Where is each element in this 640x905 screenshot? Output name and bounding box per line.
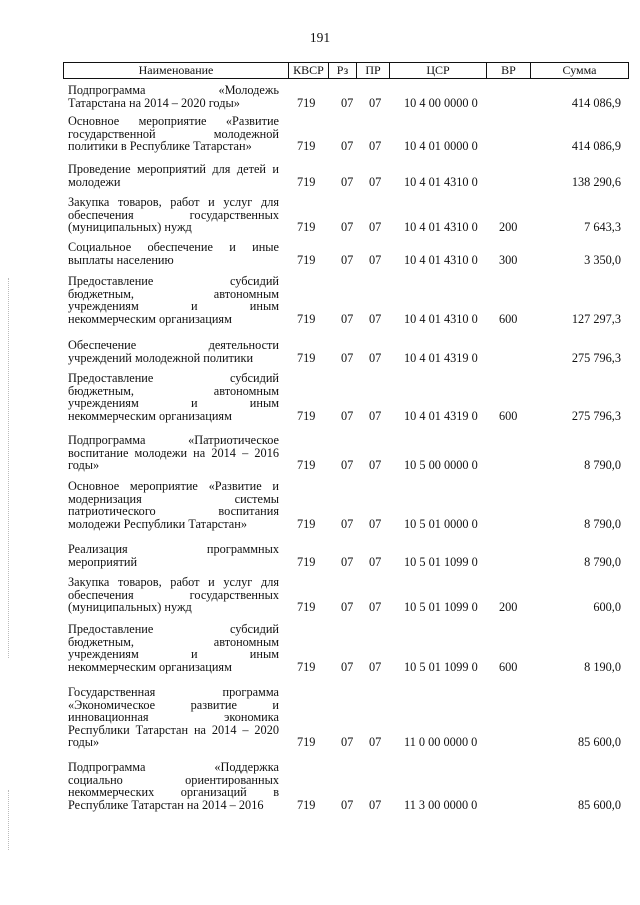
row-name-line: обеспечения государственных: [68, 207, 279, 222]
row-name-line: Социальное обеспечение и иные: [68, 240, 279, 254]
row-csr: 10 4 01 4310 0: [404, 252, 478, 267]
row-rz: 07: [341, 554, 354, 569]
row-pr: 07: [369, 139, 382, 154]
row-csr: 10 4 01 4310 0: [404, 220, 478, 235]
row-name-line: годы»: [68, 735, 100, 750]
row-sum: 85 600,0: [577, 735, 621, 750]
row-name-line: Подпрограмма «Поддержка: [68, 760, 279, 774]
row-name-line: социально ориентированных: [68, 772, 279, 787]
header-rz: Рз: [328, 63, 356, 78]
row-kvsr: 719: [297, 600, 316, 615]
row-name-line: Подпрограмма «Молодежь: [68, 83, 279, 97]
row-pr: 07: [369, 735, 382, 750]
header-csr: ЦСР: [389, 63, 486, 78]
row-vr: 200: [499, 220, 518, 235]
row-pr: 07: [369, 600, 382, 615]
row-vr: 200: [499, 600, 518, 615]
row-name-line: Предоставление субсидий: [68, 622, 279, 636]
row-sum: 85 600,0: [577, 797, 621, 812]
row-name-line: «Экономическое развитие и: [68, 697, 279, 712]
row-kvsr: 719: [297, 95, 316, 110]
row-csr: 10 5 01 1099 0: [404, 659, 478, 674]
row-name-line: Подпрограмма «Патриотическое: [68, 433, 279, 447]
row-name: [68, 623, 279, 673]
header-pr: ПР: [356, 63, 389, 78]
row-csr: 10 5 01 0000 0: [404, 516, 478, 531]
header-vr: ВР: [486, 63, 530, 78]
row-name: [68, 480, 279, 530]
row-csr: 10 4 01 0000 0: [404, 139, 478, 154]
row-kvsr: 719: [297, 350, 316, 365]
row-vr: 600: [499, 408, 518, 423]
row-kvsr: 719: [297, 174, 316, 189]
row-name-line: молодежи Республики Татарстан»: [68, 516, 247, 531]
row-pr: 07: [369, 252, 382, 267]
row-name: [68, 196, 279, 234]
row-name-line: некоммерческим организациям: [68, 311, 232, 326]
row-sum: 8 190,0: [584, 659, 621, 674]
row-sum: 7 643,3: [584, 220, 621, 235]
row-vr: 600: [499, 659, 518, 674]
row-pr: 07: [369, 408, 382, 423]
row-rz: 07: [341, 408, 354, 423]
row-pr: 07: [369, 174, 382, 189]
row-name-line: Закупка товаров, работ и услуг для: [68, 575, 279, 589]
row-rz: 07: [341, 350, 354, 365]
row-sum: 3 350,0: [584, 252, 621, 267]
row-rz: 07: [341, 252, 354, 267]
row-name-line: Основное мероприятие «Развитие: [68, 114, 279, 128]
row-name-line: (муниципальных) нужд: [68, 220, 192, 235]
row-pr: 07: [369, 220, 382, 235]
row-kvsr: 719: [297, 220, 316, 235]
row-csr: 10 4 01 4319 0: [404, 408, 478, 423]
row-csr: 11 0 00 0000 0: [404, 735, 478, 750]
row-name-line: патриотического воспитания: [68, 504, 279, 519]
row-name-line: модернизация системы: [68, 491, 279, 506]
row-sum: 600,0: [593, 600, 621, 615]
row-name-line: учреждениям и иным: [68, 396, 279, 411]
row-sum: 414 086,9: [571, 95, 621, 110]
row-name: [68, 241, 279, 266]
row-sum: 8 790,0: [584, 458, 621, 473]
row-name-line: некоммерческих организаций в: [68, 785, 279, 800]
row-pr: 07: [369, 797, 382, 812]
row-pr: 07: [369, 516, 382, 531]
row-name-line: инновационная экономика: [68, 710, 279, 725]
row-pr: 07: [369, 659, 382, 674]
row-sum: 275 796,3: [571, 408, 621, 423]
row-rz: 07: [341, 797, 354, 812]
row-rz: 07: [341, 311, 354, 326]
row-name-line: бюджетным, автономным: [68, 634, 279, 649]
row-name: [68, 163, 279, 188]
row-rz: 07: [341, 174, 354, 189]
header-kvsr: КВСР: [288, 63, 328, 78]
row-kvsr: 719: [297, 659, 316, 674]
row-name-line: некоммерческим организациям: [68, 408, 232, 423]
row-sum: 414 086,9: [571, 139, 621, 154]
row-sum: 138 290,6: [571, 174, 621, 189]
row-rz: 07: [341, 139, 354, 154]
row-name-line: Республике Татарстан на 2014 – 2016: [68, 797, 264, 812]
row-name: [68, 372, 279, 422]
row-name-line: учреждений молодежной политики: [68, 350, 254, 365]
row-sum: 127 297,3: [571, 311, 621, 326]
row-csr: 10 4 00 0000 0: [404, 95, 478, 110]
row-name-line: годы»: [68, 458, 100, 473]
header-sum: Сумма: [530, 63, 628, 78]
row-kvsr: 719: [297, 797, 316, 812]
row-kvsr: 719: [297, 735, 316, 750]
row-rz: 07: [341, 95, 354, 110]
row-name-line: молодежи: [68, 174, 121, 189]
row-name-line: государственной молодежной: [68, 126, 279, 141]
row-rz: 07: [341, 516, 354, 531]
row-name-line: Обеспечение деятельности: [68, 338, 279, 352]
row-vr: 600: [499, 311, 518, 326]
row-kvsr: 719: [297, 516, 316, 531]
row-name-line: (муниципальных) нужд: [68, 600, 192, 615]
page-number: 191: [309, 30, 331, 45]
row-name: [68, 339, 279, 364]
row-name: [68, 434, 279, 472]
row-name: [68, 761, 279, 811]
row-kvsr: 719: [297, 554, 316, 569]
row-name-line: некоммерческим организациям: [68, 659, 232, 674]
row-vr: 300: [499, 252, 518, 267]
row-kvsr: 719: [297, 252, 316, 267]
row-pr: 07: [369, 350, 382, 365]
row-name-line: Закупка товаров, работ и услуг для: [68, 195, 279, 209]
row-name-line: учреждениям и иным: [68, 299, 279, 314]
row-rz: 07: [341, 735, 354, 750]
row-csr: 10 4 01 4310 0: [404, 311, 478, 326]
row-name: [68, 543, 279, 568]
header-name: Наименование: [138, 63, 214, 77]
row-csr: 10 5 01 1099 0: [404, 600, 478, 615]
row-name-line: Основное мероприятие «Развитие и: [68, 479, 279, 493]
margin-dotted-line: [8, 790, 10, 850]
row-name-line: Татарстана на 2014 – 2020 годы»: [68, 95, 240, 110]
row-name: [68, 115, 279, 153]
row-name-line: Республики Татарстан на 2014 – 2020: [68, 722, 279, 737]
row-pr: 07: [369, 95, 382, 110]
row-pr: 07: [369, 554, 382, 569]
row-rz: 07: [341, 458, 354, 473]
row-rz: 07: [341, 659, 354, 674]
row-name-line: воспитание молодежи на 2014 – 2016: [68, 445, 279, 460]
row-kvsr: 719: [297, 408, 316, 423]
row-name-line: учреждениям и иным: [68, 647, 279, 662]
row-name-line: бюджетным, автономным: [68, 383, 279, 398]
row-csr: 10 4 01 4319 0: [404, 350, 478, 365]
row-csr: 10 5 01 1099 0: [404, 554, 478, 569]
row-name-line: политики в Республике Татарстан»: [68, 139, 252, 154]
row-name-line: бюджетным, автономным: [68, 286, 279, 301]
row-name: [68, 84, 279, 109]
row-sum: 275 796,3: [571, 350, 621, 365]
row-kvsr: 719: [297, 458, 316, 473]
row-csr: 10 4 01 4310 0: [404, 174, 478, 189]
row-name-line: Проведение мероприятий для детей и: [68, 162, 279, 176]
margin-dotted-line: [8, 278, 10, 658]
row-name-line: мероприятий: [68, 554, 138, 569]
row-pr: 07: [369, 458, 382, 473]
row-rz: 07: [341, 600, 354, 615]
row-name: [68, 576, 279, 614]
row-kvsr: 719: [297, 311, 316, 326]
row-name-line: обеспечения государственных: [68, 587, 279, 602]
row-name-line: Предоставление субсидий: [68, 274, 279, 288]
row-sum: 8 790,0: [584, 516, 621, 531]
row-sum: 8 790,0: [584, 554, 621, 569]
row-name: [68, 686, 279, 749]
row-csr: 10 5 00 0000 0: [404, 458, 478, 473]
row-kvsr: 719: [297, 139, 316, 154]
row-pr: 07: [369, 311, 382, 326]
row-name: [68, 275, 279, 325]
row-name-line: Предоставление субсидий: [68, 371, 279, 385]
row-rz: 07: [341, 220, 354, 235]
row-name-line: Государственная программа: [68, 685, 279, 699]
row-name-line: Реализация программных: [68, 542, 279, 556]
row-csr: 11 3 00 0000 0: [404, 797, 478, 812]
row-name-line: выплаты населению: [68, 252, 174, 267]
